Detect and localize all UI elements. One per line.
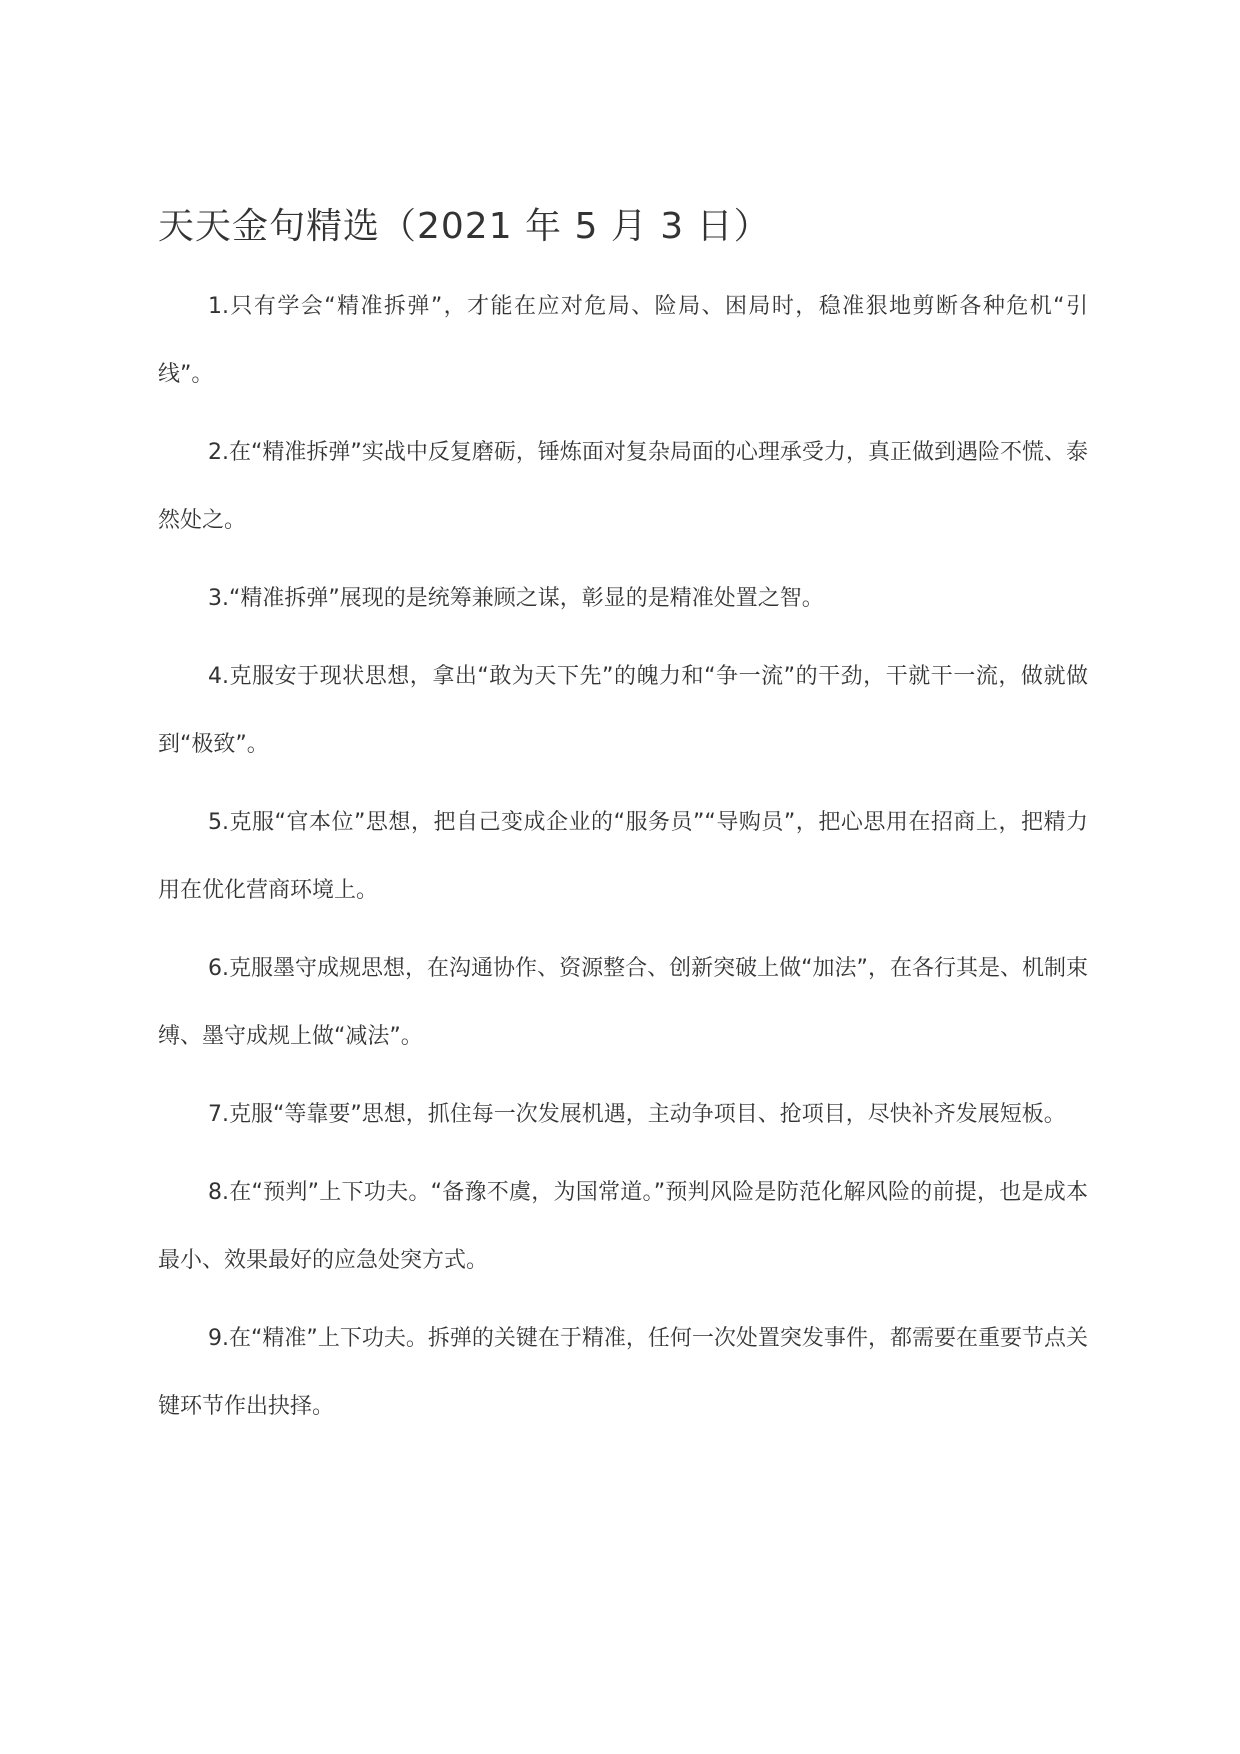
quote-item-1: 1.只有学会“精准拆弹”，才能在应对危局、险局、困局时，稳准狠地剪断各种危机“引线”。 xyxy=(158,294,1088,387)
quote-item-2: 2.在“精准拆弹”实战中反复磨砺，锤炼面对复杂局面的心理承受力，真正做到遇险不慌、泰然处之。 xyxy=(158,440,1088,533)
quote-item-9: 9.在“精准”上下功夫。拆弹的关键在于精准，任何一次处置突发事件，都需要在重要节点关键环节作出抉择。 xyxy=(158,1326,1088,1419)
quote-item-6: 6.克服墨守成规思想，在沟通协作、资源整合、创新突破上做“加法”，在各行其是、机制束缚、墨守成规上做“减法”。 xyxy=(158,956,1088,1049)
quote-item-7: 7.克服“等靠要”思想，抓住每一次发展机遇，主动争项目、抢项目，尽快补齐发展短板。 xyxy=(208,1102,1066,1127)
document-title: 天天金句精选（2021 年 5 月 3 日） xyxy=(158,206,771,247)
quote-item-4: 4.克服安于现状思想，拿出“敢为天下先”的魄力和“争一流”的干劲，干就干一流，做就做到“极致”。 xyxy=(158,664,1088,757)
quote-item-8: 8.在“预判”上下功夫。“备豫不虞，为国常道。”预判风险是防范化解风险的前提，也是成本最小、效果最好的应急处突方式。 xyxy=(158,1180,1088,1273)
quote-item-5: 5.克服“官本位”思想，把自己变成企业的“服务员”“导购员”，把心思用在招商上，把精力用在优化营商环境上。 xyxy=(158,810,1088,903)
quote-list xyxy=(158,273,1088,1451)
quote-item-3: 3.“精准拆弹”展现的是统筹兼顾之谋，彰显的是精准处置之智。 xyxy=(208,586,824,611)
